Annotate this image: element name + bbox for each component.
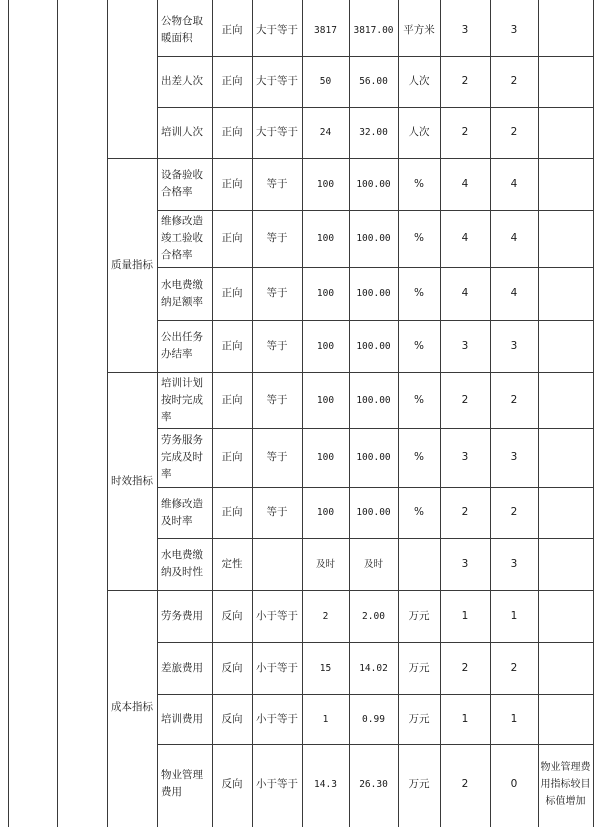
cell-operator: 小于等于 xyxy=(256,777,298,790)
cell-operator: 等于 xyxy=(266,393,288,406)
cell-actual: 100.00 xyxy=(356,507,391,518)
cell-actual: 100.00 xyxy=(356,452,391,463)
cell-unit: % xyxy=(414,232,424,244)
cell-target: 1 xyxy=(322,713,329,725)
cell-name: 水电费缴纳足额率 xyxy=(161,278,203,308)
cell-target: 100 xyxy=(316,178,335,190)
cell-operator: 大于等于 xyxy=(256,75,298,87)
cell-direction: 正向 xyxy=(221,287,243,299)
cell-note xyxy=(538,320,593,372)
cell-score: 2 xyxy=(510,75,518,87)
cell-direction: 正向 xyxy=(221,393,243,406)
cell-unit: % xyxy=(414,177,424,190)
cell-name: 维修改造及时率 xyxy=(161,497,203,527)
cell-score: 4 xyxy=(510,177,518,190)
cell-target: 100 xyxy=(316,233,335,244)
cell-weight: 1 xyxy=(461,712,469,725)
cell-direction: 正向 xyxy=(221,75,243,87)
cell-weight: 1 xyxy=(461,609,469,622)
cell-name: 差旅费用 xyxy=(161,661,203,674)
cell-actual: 32.00 xyxy=(359,127,388,138)
cell-score: 0 xyxy=(510,777,518,790)
cell-direction: 反向 xyxy=(221,661,243,674)
cell-score: 1 xyxy=(510,712,518,725)
cell-note xyxy=(538,107,593,158)
cell-actual: 100.00 xyxy=(356,233,391,244)
cell-unit xyxy=(398,538,440,590)
category-label-timeliness: 时效指标 xyxy=(111,474,153,487)
cell-target: 3817 xyxy=(314,24,337,36)
cell-direction: 正向 xyxy=(221,232,243,244)
cell-weight: 4 xyxy=(461,177,469,190)
cell-actual: 100.00 xyxy=(356,394,391,406)
cell-target: 15 xyxy=(319,662,332,674)
cell-actual: 100.00 xyxy=(356,288,391,299)
cell-actual: 26.30 xyxy=(359,778,388,790)
cell-weight: 3 xyxy=(461,339,469,352)
cell-note xyxy=(538,158,593,210)
cell-direction: 反向 xyxy=(221,777,243,790)
cell-target: 24 xyxy=(319,127,332,138)
cell-actual: 0.99 xyxy=(362,713,385,725)
cell-unit: 万元 xyxy=(408,609,430,622)
cell-unit: % xyxy=(414,339,424,352)
cell-operator: 等于 xyxy=(266,177,288,190)
cell-weight: 2 xyxy=(461,75,469,87)
cell-unit: 人次 xyxy=(408,75,430,87)
cell-note xyxy=(538,56,593,107)
cell-note xyxy=(538,210,593,267)
cell-target: 100 xyxy=(316,394,335,406)
cell-operator: 等于 xyxy=(266,287,288,299)
cell-name: 培训费用 xyxy=(161,712,203,725)
cell-weight: 2 xyxy=(461,393,469,406)
cell-operator: 大于等于 xyxy=(256,126,298,138)
column-rule xyxy=(8,0,9,827)
cell-direction: 正向 xyxy=(221,451,243,463)
cell-operator: 大于等于 xyxy=(256,23,298,36)
category-label-quality: 质量指标 xyxy=(111,258,153,271)
cell-direction: 正向 xyxy=(221,23,243,36)
cell-score: 3 xyxy=(510,557,518,570)
cell-note xyxy=(538,4,593,56)
cell-name: 公物仓取暖面积 xyxy=(161,15,203,44)
cell-target: 100 xyxy=(316,288,335,299)
cell-score: 3 xyxy=(510,339,518,352)
cell-actual: 56.00 xyxy=(359,76,388,87)
cell-actual: 及时 xyxy=(363,558,383,570)
cell-operator: 小于等于 xyxy=(256,661,298,674)
cell-unit: % xyxy=(414,393,424,406)
cell-operator: 等于 xyxy=(266,232,288,244)
cell-unit: % xyxy=(414,506,424,518)
cell-name: 劳务服务完成及时率 xyxy=(161,434,203,480)
cell-direction: 反向 xyxy=(221,712,243,725)
cell-weight: 4 xyxy=(461,232,469,244)
column-rule xyxy=(593,0,594,827)
cell-weight: 3 xyxy=(461,557,469,570)
cell-weight: 2 xyxy=(461,661,469,674)
cell-name: 物业管理费用 xyxy=(161,769,203,798)
cell-score: 3 xyxy=(510,451,518,463)
cell-score: 2 xyxy=(510,126,518,138)
cell-target: 100 xyxy=(316,507,335,518)
cell-weight: 2 xyxy=(461,506,469,518)
cell-operator: 小于等于 xyxy=(256,712,298,725)
cell-note: 物业管理费用指标较目标值增加 xyxy=(540,761,591,807)
cell-score: 2 xyxy=(510,661,518,674)
cell-actual: 100.00 xyxy=(356,178,391,190)
cell-target: 50 xyxy=(319,76,332,87)
cell-score: 4 xyxy=(510,232,518,244)
cell-name: 维修改造竣工验收合格率 xyxy=(161,215,203,261)
cell-actual: 3817.00 xyxy=(353,24,394,36)
cell-score: 2 xyxy=(510,393,518,406)
cell-weight: 3 xyxy=(461,23,469,36)
category-label-cost: 成本指标 xyxy=(111,700,153,713)
cell-note xyxy=(538,267,593,320)
cell-operator xyxy=(252,538,302,590)
cell-score: 1 xyxy=(510,609,518,622)
cell-weight: 4 xyxy=(461,287,469,299)
cell-actual: 14.02 xyxy=(359,662,388,674)
cell-unit: 万元 xyxy=(408,661,430,674)
cell-direction: 反向 xyxy=(221,609,243,622)
cell-operator: 等于 xyxy=(266,506,288,518)
cell-name: 劳务费用 xyxy=(161,609,203,622)
cell-target: 14.3 xyxy=(314,778,337,790)
cell-operator: 小于等于 xyxy=(256,609,298,622)
cell-operator: 等于 xyxy=(266,451,288,463)
cell-name: 公出任务办结率 xyxy=(161,331,203,360)
cell-unit: % xyxy=(414,451,424,463)
cell-direction: 定性 xyxy=(221,557,243,570)
cell-name: 培训计划按时完成率 xyxy=(161,376,203,423)
cell-weight: 2 xyxy=(461,126,469,138)
cell-unit: % xyxy=(414,287,424,299)
cell-operator: 等于 xyxy=(266,339,288,352)
cell-target: 100 xyxy=(316,452,335,463)
cell-name: 培训人次 xyxy=(161,126,203,138)
cell-unit: 人次 xyxy=(408,126,430,138)
cell-actual: 100.00 xyxy=(356,340,391,352)
cell-unit: 平方米 xyxy=(403,23,435,36)
cell-note xyxy=(538,487,593,538)
cell-unit: 万元 xyxy=(408,777,430,790)
cell-note xyxy=(538,372,593,428)
column-rule xyxy=(57,0,58,827)
cell-score: 2 xyxy=(510,506,518,518)
cell-target: 及时 xyxy=(315,558,335,570)
cell-direction: 正向 xyxy=(221,126,243,138)
cell-direction: 正向 xyxy=(221,177,243,190)
cell-weight: 3 xyxy=(461,451,469,463)
cell-actual: 2.00 xyxy=(362,610,385,622)
cell-note xyxy=(538,538,593,590)
cell-unit: 万元 xyxy=(408,712,430,725)
cell-weight: 2 xyxy=(461,777,469,790)
cell-note xyxy=(538,590,593,642)
cell-score: 4 xyxy=(510,287,518,299)
cell-name: 出差人次 xyxy=(161,75,203,87)
cell-note xyxy=(538,428,593,487)
cell-name: 设备验收合格率 xyxy=(161,169,203,198)
cell-name: 水电费缴纳及时性 xyxy=(161,549,203,578)
cell-direction: 正向 xyxy=(221,339,243,352)
cell-target: 100 xyxy=(316,340,335,352)
cell-target: 2 xyxy=(322,610,329,622)
cell-note xyxy=(538,642,593,694)
cell-direction: 正向 xyxy=(221,506,243,518)
cell-score: 3 xyxy=(510,23,518,36)
cell-note xyxy=(538,694,593,744)
